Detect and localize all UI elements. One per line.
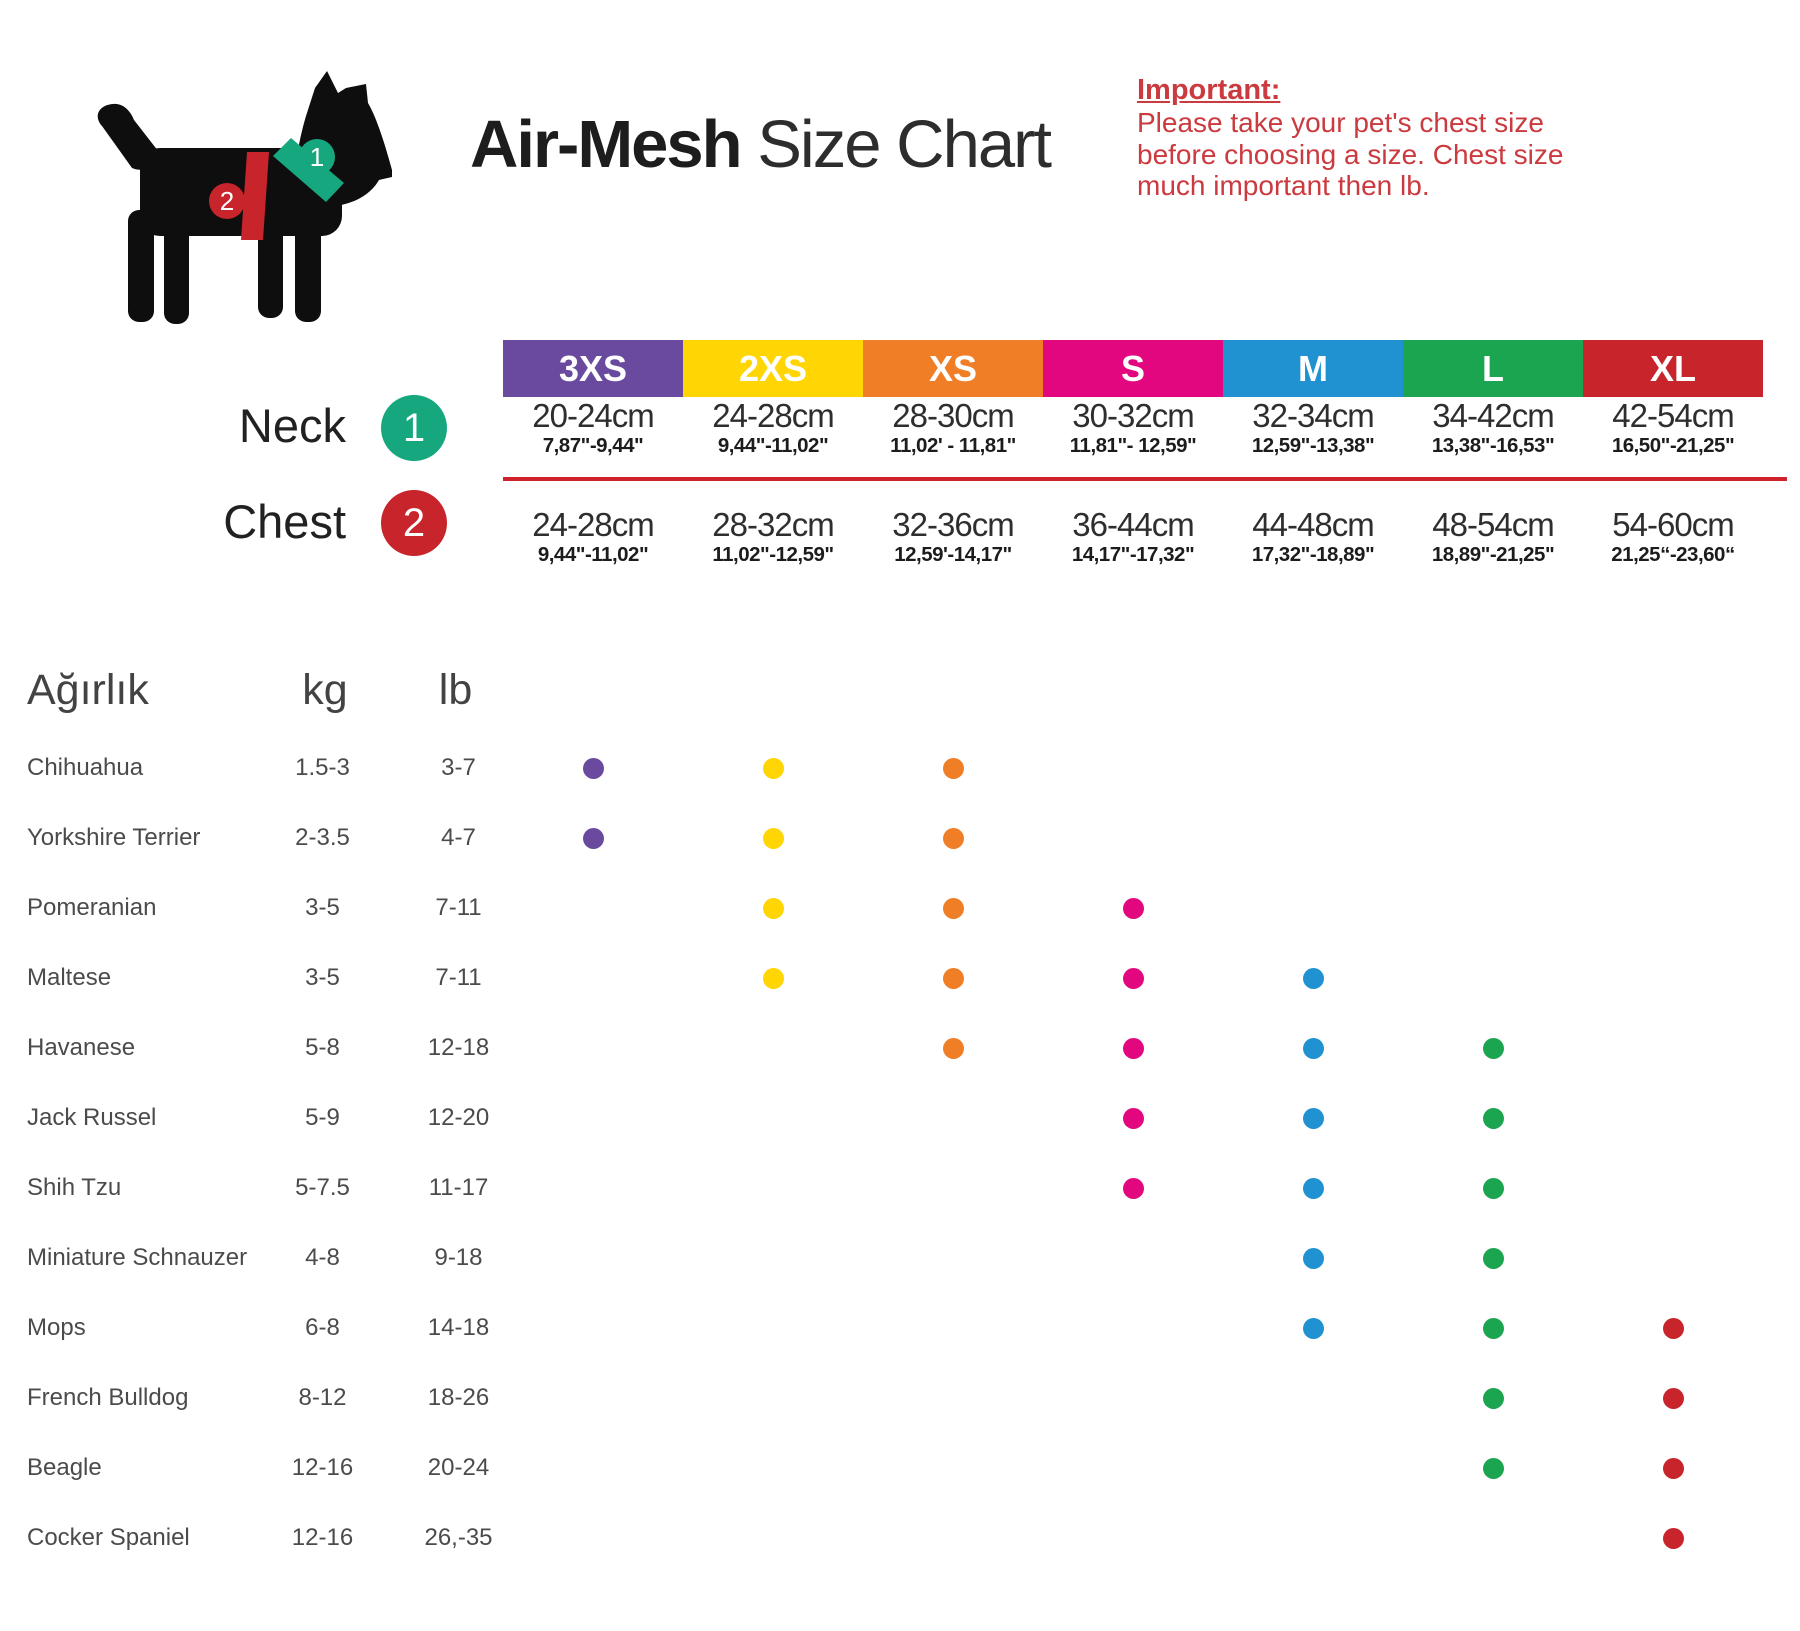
- neck-in-XL: 16,50"-21,25": [1611, 434, 1735, 457]
- table-row: [0, 733, 1800, 803]
- neck-cm-M: 32-34cm: [1252, 397, 1374, 434]
- neck-label: Neck: [238, 399, 346, 452]
- neck-cell-XS: [863, 399, 1043, 459]
- breed-kg: 6-8: [305, 1314, 340, 1341]
- breed-name: Beagle: [27, 1454, 102, 1481]
- important-line: before choosing a size. Chest size: [1137, 138, 1564, 170]
- size-dot-L: [1483, 1458, 1504, 1479]
- important-line: Please take your pet's chest size: [1137, 107, 1544, 138]
- size-dot-M: [1303, 1318, 1324, 1339]
- breed-name: Chihuahua: [27, 754, 144, 781]
- breed-kg: 3-5: [305, 894, 340, 921]
- neck-in-3XS: 7,87"-9,44": [542, 434, 644, 457]
- neck-cell-2XS: [683, 399, 863, 459]
- chest-cm-S: 36-44cm: [1072, 506, 1194, 543]
- neck-cell-XL: [1583, 399, 1763, 459]
- chest-cell-XL: [1583, 508, 1763, 568]
- important-heading: Important:: [1137, 74, 1281, 106]
- size-dot-2XS: [763, 758, 784, 779]
- neck-marker-legend: [381, 395, 447, 461]
- size-header-3XS: 3XS: [503, 340, 683, 397]
- chest-in-S: 14,17"-17,32": [1071, 543, 1195, 566]
- chest-cm-L: 48-54cm: [1432, 506, 1554, 543]
- chest-in-2XS: 11,02"-12,59": [712, 543, 834, 566]
- important-line: much important then lb.: [1137, 170, 1430, 201]
- neck-chest-divider: [503, 477, 1787, 481]
- size-dot-M: [1303, 1248, 1324, 1269]
- breed-lb: 12-20: [427, 1104, 490, 1131]
- size-dot-XS: [943, 758, 964, 779]
- neck-cm-3XS: 20-24cm: [532, 397, 654, 434]
- weight-header-kg: kg: [302, 666, 348, 714]
- table-row: [0, 803, 1800, 873]
- size-header-2XS: 2XS: [683, 340, 863, 397]
- size-header-M: M: [1223, 340, 1403, 397]
- chest-cell-3XS: [503, 508, 683, 568]
- breed-name: Pomeranian: [27, 894, 157, 921]
- chest-cm-XS: 32-36cm: [892, 506, 1014, 543]
- size-dot-XS: [943, 968, 964, 989]
- breed-lb: 14-18: [427, 1314, 490, 1341]
- breed-size-table: [0, 733, 1800, 1573]
- breed-kg: 5-7.5: [295, 1174, 350, 1201]
- size-dot-S: [1123, 898, 1144, 919]
- breed-kg: 5-8: [305, 1034, 340, 1061]
- size-dot-2XS: [763, 898, 784, 919]
- size-dot-M: [1303, 1108, 1324, 1129]
- chest-label: Chest: [223, 495, 346, 548]
- breed-lb: 12-18: [427, 1034, 490, 1061]
- chest-in-XL: 21,25“-23,60“: [1611, 543, 1735, 566]
- table-row: [0, 1083, 1800, 1153]
- size-dot-3XS: [583, 828, 604, 849]
- table-row: [0, 1503, 1800, 1573]
- neck-marker-legend-number: 1: [402, 405, 426, 450]
- chest-cm-2XS: 28-32cm: [712, 506, 834, 543]
- breed-kg: 12-16: [291, 1524, 354, 1551]
- size-dot-XL: [1663, 1388, 1684, 1409]
- breed-name: Cocker Spaniel: [27, 1524, 190, 1551]
- breed-kg: 12-16: [291, 1454, 354, 1481]
- chest-cell-S: [1043, 508, 1223, 568]
- neck-in-XS: 11,02' - 11,81": [890, 434, 1016, 457]
- chest-cell-M: [1223, 508, 1403, 568]
- chest-values-row: [503, 508, 1763, 568]
- size-header-XS: XS: [863, 340, 1043, 397]
- chest-in-L: 18,89"-21,25": [1431, 543, 1555, 566]
- size-header-band: [503, 340, 1763, 397]
- size-dot-XS: [943, 828, 964, 849]
- breed-kg: 3-5: [305, 964, 340, 991]
- dog-leg: [164, 210, 189, 324]
- table-row: [0, 1363, 1800, 1433]
- important-note: [1137, 74, 1577, 202]
- chest-in-XS: 12,59'-14,17": [894, 543, 1012, 566]
- neck-cell-L: [1403, 399, 1583, 459]
- breed-name: Miniature Schnauzer: [27, 1244, 248, 1271]
- table-row: [0, 943, 1800, 1013]
- neck-values-row: [503, 399, 1763, 459]
- page-title-rest: Size Chart: [757, 107, 1051, 182]
- size-dot-2XS: [763, 828, 784, 849]
- size-dot-XL: [1663, 1458, 1684, 1479]
- breed-lb: 4-7: [441, 824, 476, 851]
- neck-in-L: 13,38"-16,53": [1431, 434, 1555, 457]
- breed-kg: 4-8: [305, 1244, 340, 1271]
- chest-cm-3XS: 24-28cm: [532, 506, 654, 543]
- breed-kg: 2-3.5: [295, 824, 350, 851]
- breed-lb: 7-11: [435, 894, 482, 921]
- neck-cm-XL: 42-54cm: [1612, 397, 1734, 434]
- breed-kg: 1.5-3: [295, 754, 350, 781]
- size-dot-S: [1123, 1108, 1144, 1129]
- neck-in-S: 11,81"- 12,59": [1069, 434, 1197, 457]
- neck-cm-L: 34-42cm: [1432, 397, 1554, 434]
- breed-lb: 9-18: [434, 1244, 483, 1271]
- size-header-S: S: [1043, 340, 1223, 397]
- chest-marker-legend-number: 2: [402, 500, 426, 545]
- weight-header-breed: Ağırlık: [27, 666, 149, 714]
- chest-cell-XS: [863, 508, 1043, 568]
- breed-lb: 26,-35: [424, 1524, 493, 1551]
- breed-lb: 18-26: [427, 1384, 490, 1411]
- neck-cell-3XS: [503, 399, 683, 459]
- size-dot-S: [1123, 968, 1144, 989]
- page-title: [405, 106, 1115, 183]
- breed-name: Yorkshire Terrier: [27, 824, 201, 851]
- breed-lb: 20-24: [427, 1454, 490, 1481]
- neck-in-2XS: 9,44"-11,02": [717, 434, 829, 457]
- size-dot-L: [1483, 1038, 1504, 1059]
- chest-cm-M: 44-48cm: [1252, 506, 1374, 543]
- neck-cm-S: 30-32cm: [1072, 397, 1194, 434]
- breed-name: Havanese: [27, 1034, 136, 1061]
- size-dot-S: [1123, 1178, 1144, 1199]
- breed-name: Shih Tzu: [27, 1174, 122, 1201]
- size-dot-2XS: [763, 968, 784, 989]
- size-dot-3XS: [583, 758, 604, 779]
- chest-cell-2XS: [683, 508, 863, 568]
- size-dot-M: [1303, 968, 1324, 989]
- table-row: [0, 1433, 1800, 1503]
- size-header-XL: XL: [1583, 340, 1763, 397]
- chest-in-3XS: 9,44"-11,02": [537, 543, 649, 566]
- dog-harness-illustration: [90, 60, 400, 350]
- neck-in-M: 12,59"-13,38": [1251, 434, 1375, 457]
- breed-name: Maltese: [27, 964, 112, 991]
- size-dot-XL: [1663, 1318, 1684, 1339]
- size-dot-XS: [943, 898, 964, 919]
- table-row: [0, 1293, 1800, 1363]
- chest-marker-number: 2: [219, 186, 235, 216]
- breed-lb: 3-7: [441, 754, 476, 781]
- weight-header-lb: lb: [438, 666, 473, 714]
- size-dot-L: [1483, 1318, 1504, 1339]
- breed-kg: 8-12: [298, 1384, 347, 1411]
- dog-leg: [128, 210, 154, 322]
- size-dot-XL: [1663, 1528, 1684, 1549]
- size-dot-L: [1483, 1388, 1504, 1409]
- neck-cell-S: [1043, 399, 1223, 459]
- chest-marker-legend: [381, 490, 447, 556]
- chest-cell-L: [1403, 508, 1583, 568]
- neck-cm-XS: 28-30cm: [892, 397, 1014, 434]
- size-dot-L: [1483, 1178, 1504, 1199]
- neck-cm-2XS: 24-28cm: [712, 397, 834, 434]
- size-header-L: L: [1403, 340, 1583, 397]
- chest-in-M: 17,32"-18,89": [1251, 543, 1375, 566]
- size-dot-XS: [943, 1038, 964, 1059]
- breed-lb: 11-17: [428, 1174, 489, 1201]
- table-row: [0, 1223, 1800, 1293]
- breed-kg: 5-9: [305, 1104, 340, 1131]
- neck-cell-M: [1223, 399, 1403, 459]
- breed-name: French Bulldog: [27, 1384, 189, 1411]
- breed-name: Jack Russel: [27, 1104, 157, 1131]
- table-row: [0, 1013, 1800, 1083]
- size-dot-M: [1303, 1178, 1324, 1199]
- breed-lb: 7-11: [435, 964, 482, 991]
- table-row: [0, 873, 1800, 943]
- size-dot-L: [1483, 1108, 1504, 1129]
- neck-marker-number: 1: [309, 142, 325, 172]
- page-title-brand: Air-Mesh: [469, 107, 741, 182]
- size-dot-L: [1483, 1248, 1504, 1269]
- chest-cm-XL: 54-60cm: [1612, 506, 1734, 543]
- breed-name: Mops: [27, 1314, 86, 1341]
- size-dot-M: [1303, 1038, 1324, 1059]
- table-row: [0, 1153, 1800, 1223]
- size-dot-S: [1123, 1038, 1144, 1059]
